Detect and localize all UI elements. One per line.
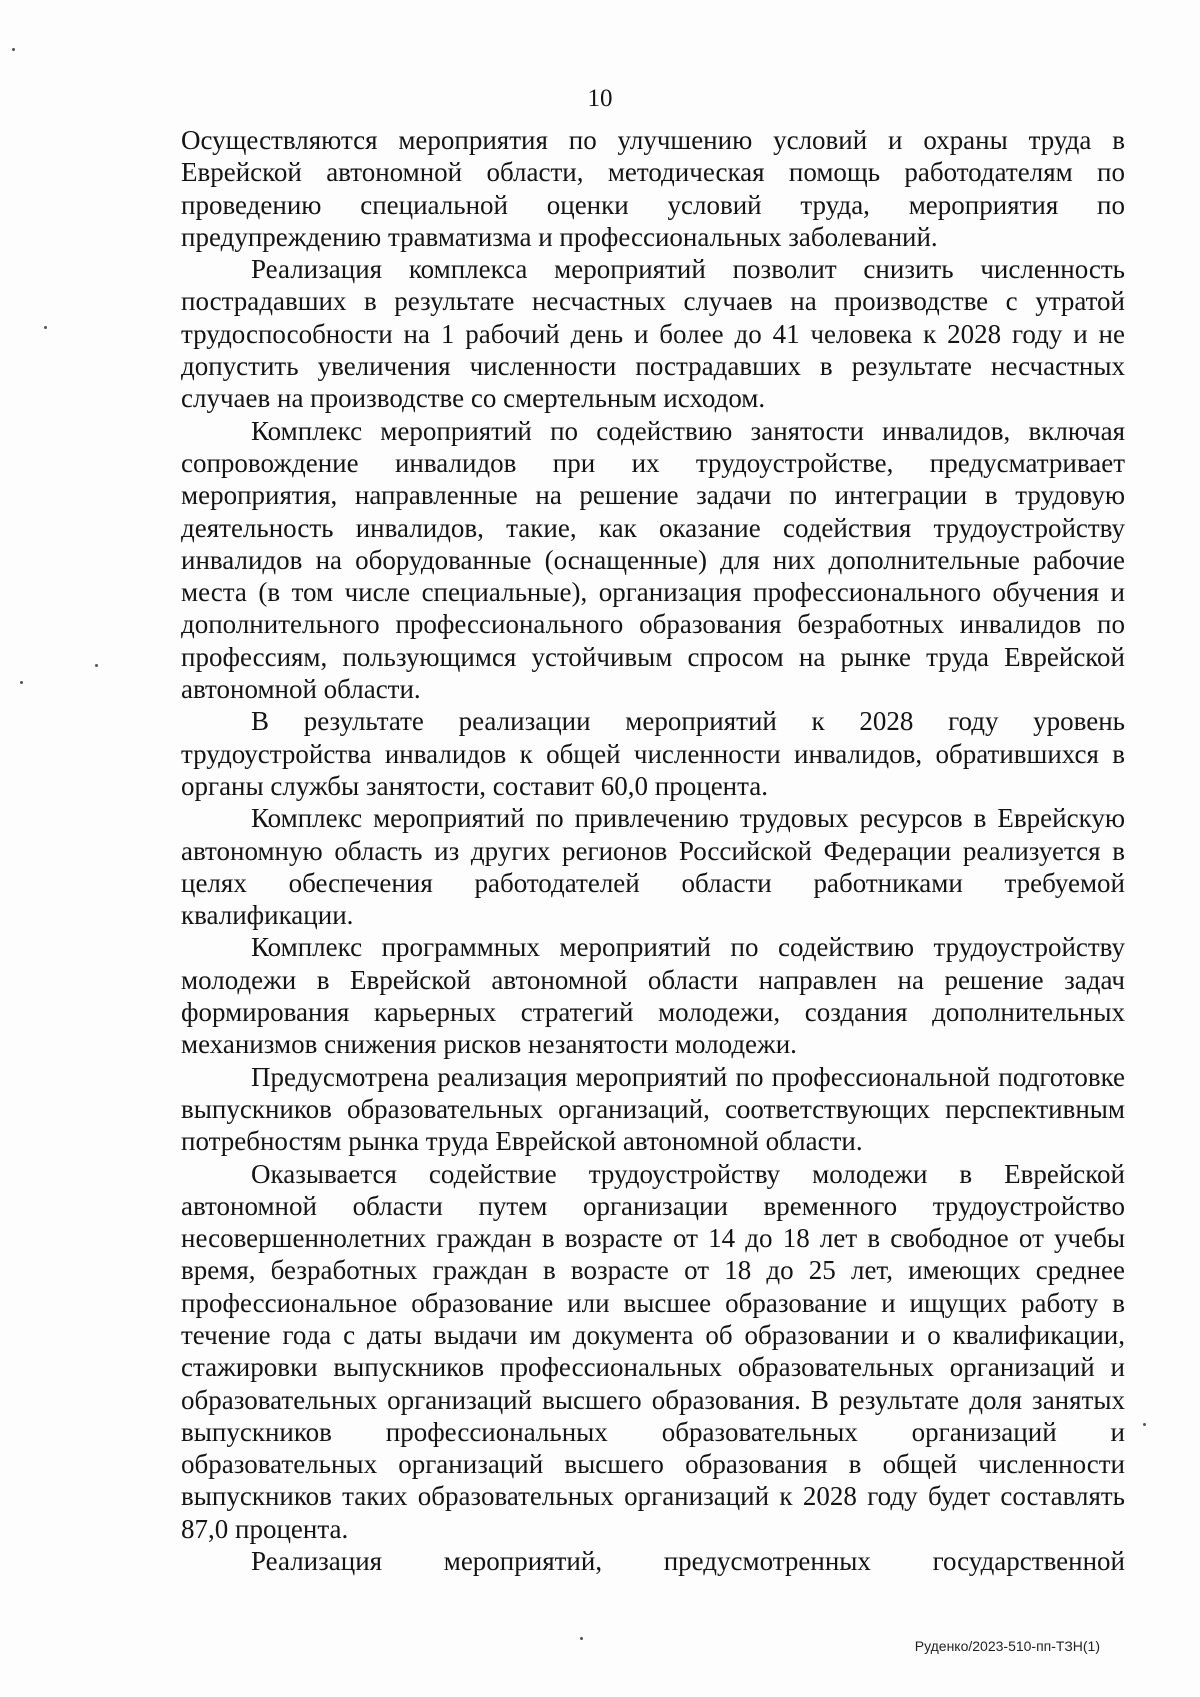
scan-speck (95, 664, 98, 667)
page-number: 10 (587, 85, 613, 112)
scan-speck (580, 1637, 583, 1640)
paragraph-disabled-employment: Комплекс мероприятий по содействию занятости инвалидов, включая сопровождение инвалидов при их трудоустройстве, предусматривает мероприятия, направленные на решение задачи по интеграции в трудовую деятельность инвалидов, такие, как оказание содействия трудоустройству инвалидов на оборудованные (оснащенные) для них дополнительные рабочие места (в том числе специальные), организация профессионального обучения и дополнительного профессионального образования безработных инвалидов по профессиям, пользующимся устойчивым спросом на рынке труда Еврейской автономной области. (181, 415, 1125, 705)
document-code: Руденко/2023-510-пп-ТЗН(1) (914, 1638, 1100, 1654)
scan-speck (12, 48, 15, 51)
scan-speck (44, 326, 47, 329)
paragraph-injury-reduction: Реализация комплекса мероприятий позволит снизить численность пострадавших в результате несчастных случаев на производстве с утратой трудоспособности на 1 рабочий день и более до 41 человека к 2028 году и не допустить увеличения численности пострадавших в результате несчастных случаев на производстве со смертельным исходом. (181, 254, 1125, 414)
paragraph-continuation: Реализация мероприятий, предусмотренных государственной (251, 1546, 1125, 1577)
paragraph-disabled-employment-result: В результате реализации мероприятий к 2028 году уровень трудоустройства инвалидов к общей численности инвалидов, обратившихся в органы службы занятости, составит 60,0 процента. (181, 706, 1125, 801)
scan-speck (1143, 1423, 1146, 1426)
body-text (181, 124, 1125, 1577)
scan-speck (20, 681, 23, 684)
paragraph-graduate-training: Предусмотрена реализация мероприятий по профессиональной подготовке выпускников образовательных организаций, соответствующих перспективным потребностям рынка труда Еврейской автономной области. (181, 1061, 1125, 1157)
paragraph-youth-employment: Комплекс программных мероприятий по содействию трудоустройству молодежи в Еврейской автономной области направлен на решение задач формирования карьерных стратегий молодежи, создания дополнительных механизмов снижения рисков незанятости молодежи. (181, 932, 1125, 1060)
paragraph-youth-assistance: Оказывается содействие трудоустройству молодежи в Еврейской автономной области путем организации временного трудоустройство несовершеннолетних граждан в возрасте от 14 до 18 лет в свободное от учебы время, безработных граждан в возрасте от 18 до 25 лет, имеющих среднее профессиональное образование или высшее образование и ищущих работу в течение года с даты выдачи им документа об образовании и о квалификации, стажировки выпускников профессиональных образовательных организаций и образовательных организаций высшего образования. В результате доля занятых выпускников профессиональных образовательных организаций и образовательных организаций высшего образования в общей численности выпускников таких образовательных организаций к 2028 году будет составлять 87,0 процента. (181, 1158, 1125, 1544)
paragraph-labor-resources: Комплекс мероприятий по привлечению трудовых ресурсов в Еврейскую автономную область из других регионов Российской Федерации реализуется в целях обеспечения работодателей области работниками требуемой квалификации. (181, 803, 1125, 931)
paragraph-labor-safety: Осуществляются мероприятия по улучшению условий и охраны труда в Еврейской автономной области, методическая помощь работодателям по проведению специальной оценки условий труда, мероприятия по предупреждению травматизма и профессиональных заболеваний. (181, 125, 1125, 252)
